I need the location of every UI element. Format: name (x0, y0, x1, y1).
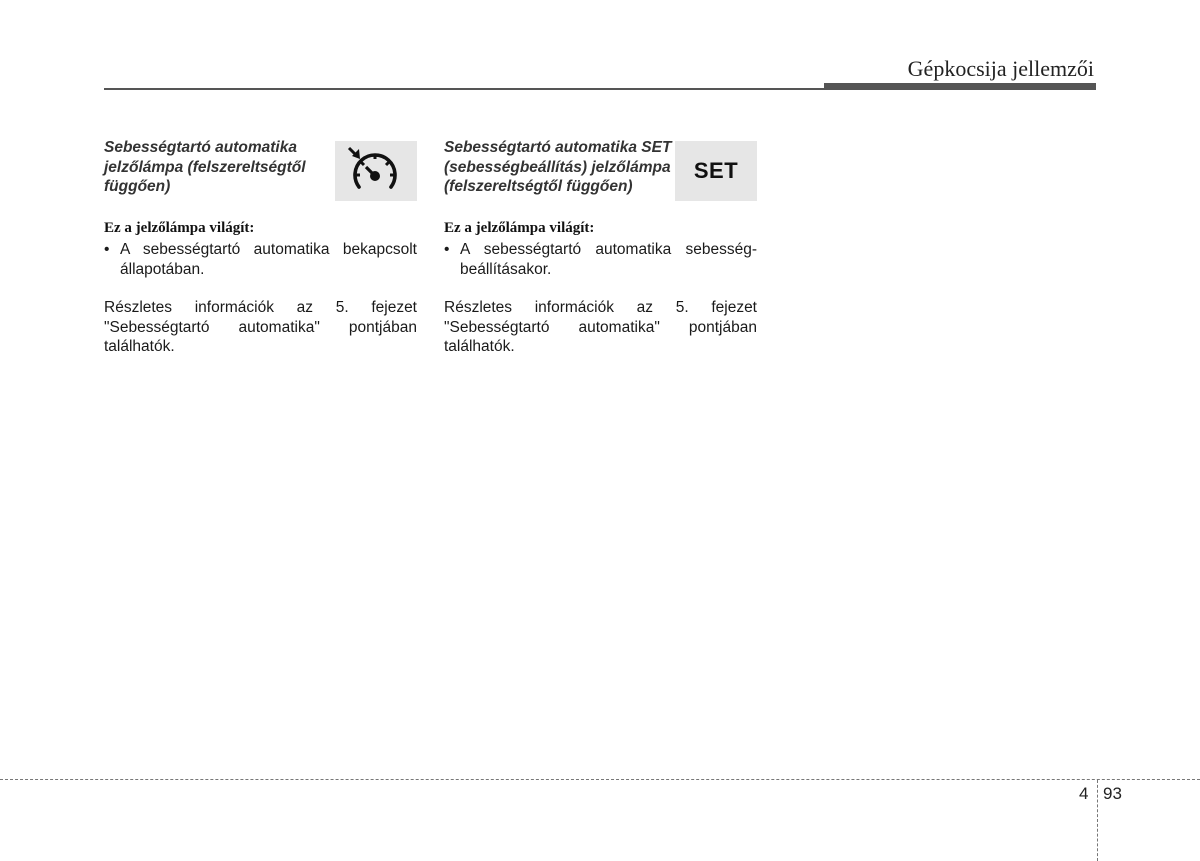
bullet-dot: • (104, 241, 110, 258)
page-number: 93 (1103, 784, 1122, 803)
indicator-icon-box (675, 141, 757, 201)
running-header: Gépkocsija jellemzői (907, 56, 1094, 81)
cruise-control-icon (346, 145, 406, 197)
header-rule (104, 88, 824, 90)
info-paragraph: Részletes információk az 5. fejezet "Sebességtartó automatika" pontjában találhatók. (104, 299, 417, 355)
bullet-text: A sebességtartó automatika sebesség-beállításakor. (460, 241, 757, 278)
section-set-indicator (444, 138, 757, 357)
bullet-text: A sebességtartó automatika bekapcsolt állapotában. (120, 241, 417, 278)
lit-label: Ez a jelzőlámpa világít: (104, 220, 255, 236)
list-item (104, 240, 417, 279)
section-title: Sebességtartó automatika SET (sebességbeállítás) jelzőlámpa (felszereltségtől függően) (444, 139, 672, 195)
footer-divider (0, 779, 1200, 780)
section-header (104, 138, 417, 202)
set-indicator-icon: SET (693, 158, 739, 183)
footer-page-divider (1097, 780, 1098, 861)
lit-label: Ez a jelzőlámpa világít: (444, 220, 595, 236)
info-paragraph: Részletes információk az 5. fejezet "Sebességtartó automatika" pontjában találhatók. (444, 299, 757, 355)
indicator-icon-box (335, 141, 417, 201)
header-rule-accent (824, 83, 1096, 90)
section-cruise-indicator (104, 138, 417, 357)
section-header (444, 138, 757, 202)
section-title: Sebességtartó automatika jelzőlámpa (felszereltségtől függően) (104, 139, 306, 195)
list-item (444, 240, 757, 279)
chapter-number: 4 (1079, 784, 1089, 803)
bullet-dot: • (444, 241, 450, 258)
